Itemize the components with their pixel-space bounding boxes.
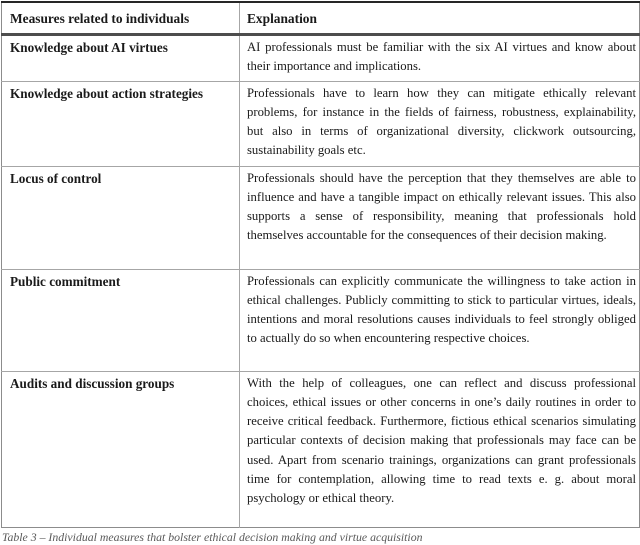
table-header-row (2, 2, 640, 35)
table-row (2, 371, 640, 527)
measures-table (1, 1, 640, 528)
table-row (2, 269, 640, 371)
table-row (2, 35, 640, 82)
measure-cell: Knowledge about action strategies (2, 81, 240, 166)
table-row (2, 81, 640, 166)
column-header-measures: Measures related to individuals (2, 2, 240, 35)
table-row (2, 166, 640, 269)
measure-cell: Locus of control (2, 166, 240, 269)
explanation-cell: Professionals have to learn how they can mitigate ethically relevant problems, for instance in the fields of fairness, robustness, explainability, but also in terms of organizational diversity, clickwork outsourcing, sustainability goals etc. (240, 81, 640, 166)
column-header-explanation: Explanation (240, 2, 640, 35)
explanation-cell: With the help of colleagues, one can reflect and discuss professional choices, ethical issues or other concerns in one’s daily routines in order to receive critical feedback. Furthermore, fictious ethical scenarios simulating particular contexts of decision making that professionals may face can be used. Apart from scenario trainings, organizations can grant professionals time for contemplation, allowing time to read texts e. g. about moral psychology or ethical theory. (240, 371, 640, 527)
explanation-cell: Professionals should have the perception that they themselves are able to influence and have a tangible impact on ethically relevant issues. This also supports a sense of responsibility, meaning that professionals hold themselves accountable for the consequences of their decision making. (240, 166, 640, 269)
explanation-cell: AI professionals must be familiar with the six AI virtues and know about their importance and implications. (240, 35, 640, 82)
measure-cell: Knowledge about AI virtues (2, 35, 240, 82)
measure-cell: Audits and discussion groups (2, 371, 240, 527)
explanation-cell: Professionals can explicitly communicate the willingness to take action in ethical challenges. Publicly committing to stick to particular virtues, ideals, intentions and moral resolutions causes individuals to feel strongly obliged to actually do so when encountering respective choices. (240, 269, 640, 371)
measure-cell: Public commitment (2, 269, 240, 371)
table-caption: Table 3 – Individual measures that bolster ethical decision making and virtue acquisition (2, 529, 423, 544)
